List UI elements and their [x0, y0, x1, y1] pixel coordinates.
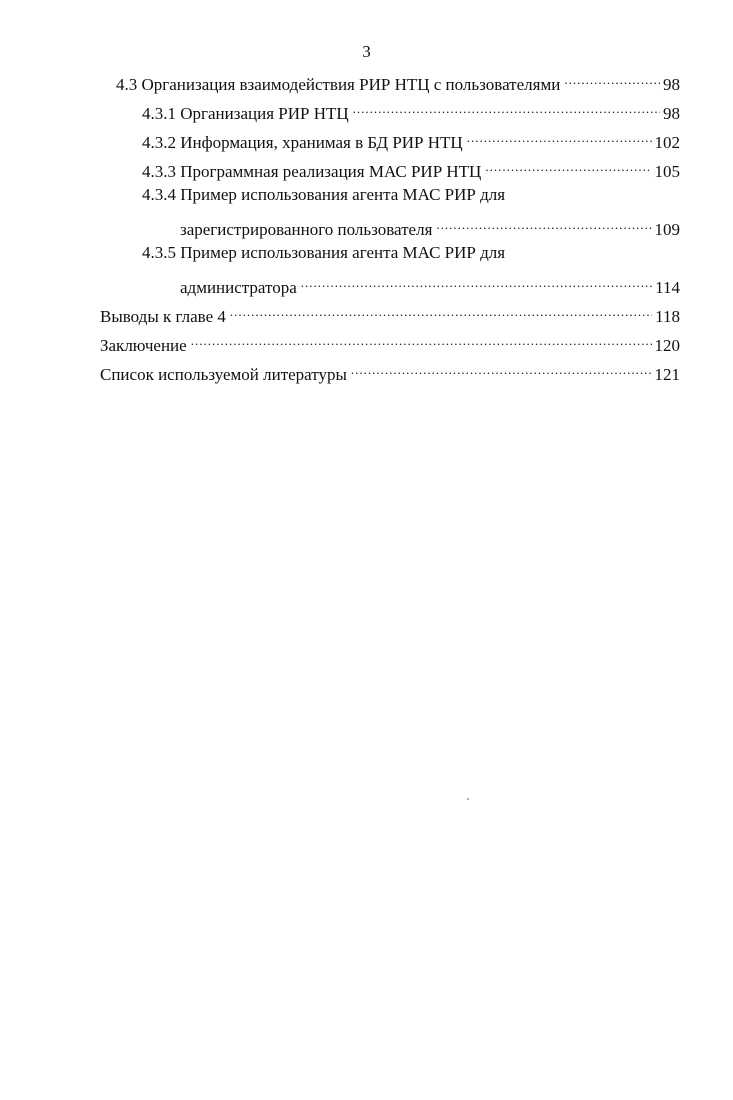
toc-leader-dots	[353, 97, 660, 119]
toc-entry-page: 102	[654, 133, 680, 152]
toc-entry-label[interactable]: 4.3.4 Пример использования агента МАС РИР для	[142, 185, 506, 204]
toc-entry[interactable]	[180, 213, 680, 241]
toc-entry[interactable]	[180, 271, 680, 299]
toc-leader-dots	[301, 271, 652, 293]
toc-entry-page: 114	[655, 278, 680, 297]
toc-entry-continuation: администратора	[180, 278, 297, 297]
toc-entry-page: 109	[654, 220, 680, 239]
toc-leader-dots	[467, 126, 652, 148]
toc-leader-dots	[564, 68, 660, 90]
toc-entry-label: Выводы к главе 4	[100, 307, 226, 326]
toc-entry-page: 118	[655, 307, 680, 326]
toc-entry-page: 105	[654, 162, 680, 181]
toc-entry-page: 121	[654, 365, 680, 384]
page-number: 3	[362, 42, 371, 61]
toc-entry-page: 98	[663, 104, 680, 123]
toc-entry[interactable]	[100, 358, 680, 386]
toc-leader-dots	[436, 213, 651, 235]
toc-entry[interactable]	[142, 126, 680, 154]
toc-entry-label: Заключение	[100, 336, 187, 355]
toc-entry-label: 4.3.2 Информация, хранимая в БД РИР НТЦ	[142, 133, 463, 152]
toc-entry-label[interactable]: 4.3.5 Пример использования агента МАС РИР для	[142, 243, 506, 262]
toc-leader-dots	[351, 358, 652, 380]
toc-entry-continuation: зарегистрированного пользователя	[180, 220, 433, 239]
toc-entry-page: 98	[663, 75, 680, 94]
toc-leader-dots	[191, 329, 652, 351]
toc-entry[interactable]	[116, 68, 680, 96]
toc-entry-label: Список используемой литературы	[100, 365, 347, 384]
toc-entry-label: 4.3 Организация взаимодействия РИР НТЦ с пользователями	[116, 75, 561, 94]
toc-entry-label: 4.3.1 Организация РИР НТЦ	[142, 104, 349, 123]
toc-entry-page: 120	[654, 336, 680, 355]
toc-entry[interactable]	[100, 300, 680, 328]
scan-speck	[467, 798, 469, 800]
toc-entry[interactable]	[100, 329, 680, 357]
toc-leader-dots	[485, 155, 651, 177]
toc-leader-dots	[230, 300, 652, 322]
toc-entry[interactable]	[142, 97, 680, 125]
toc-entry-label: 4.3.3 Программная реализация МАС РИР НТЦ	[142, 162, 482, 181]
toc-entry[interactable]	[142, 155, 680, 183]
